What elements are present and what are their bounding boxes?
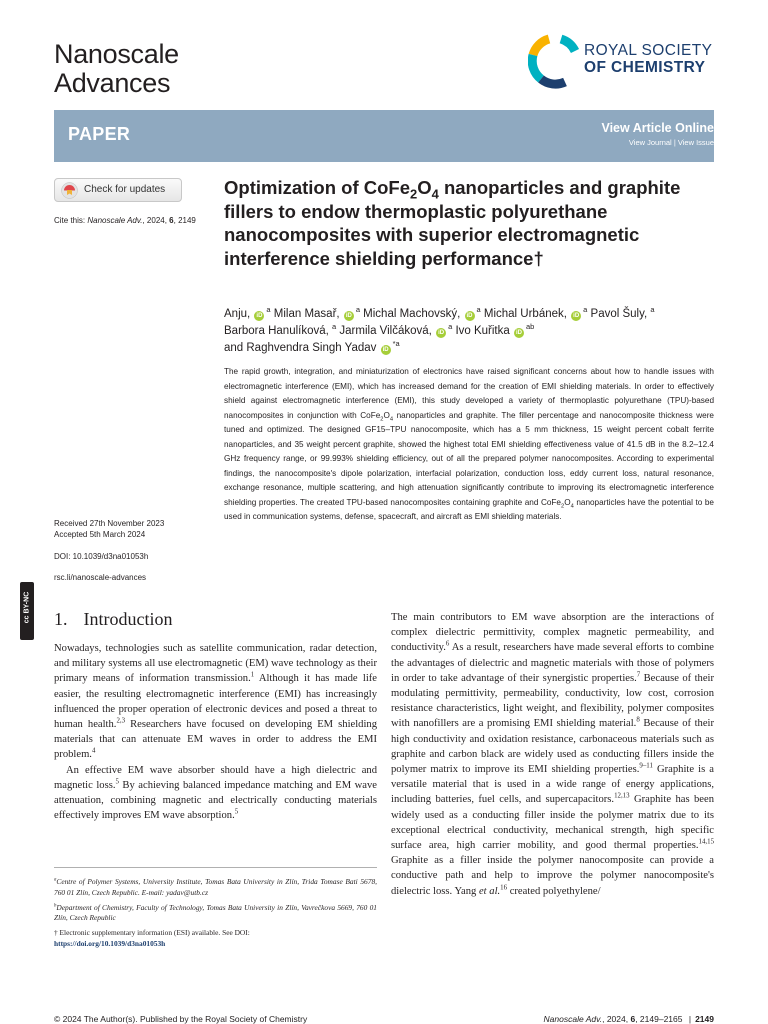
received-accepted <box>54 518 214 540</box>
article-title <box>224 176 684 270</box>
title-part1: Optimization of CoFe <box>224 177 411 198</box>
abstract-sub1a: 2 <box>380 416 384 423</box>
ref-9: 9–11 <box>639 762 653 770</box>
abstract-sub2a: 2 <box>560 503 565 510</box>
title-sub1: 2 <box>410 186 418 202</box>
abstract-mid1: O <box>383 410 390 420</box>
view-issue-link[interactable]: View Issue <box>677 138 714 147</box>
footer-citation <box>544 1014 714 1024</box>
received-date: Received 27th November 2023 <box>54 519 165 528</box>
footnote-b <box>54 903 377 925</box>
author-list <box>224 306 714 357</box>
author-affiliation: a <box>332 322 337 332</box>
footer-separator: | <box>688 1014 692 1024</box>
cite-year: , 2024, <box>142 216 170 225</box>
section-title: Introduction <box>83 609 173 629</box>
publisher-name <box>584 42 712 76</box>
abstract-sub1b: 4 <box>389 416 394 423</box>
intro-paragraph-2 <box>54 763 377 824</box>
abstract-part3: nanoparticles have the potential to be used in communication systems, defense, spacecraft, and aircraft as EMI shielding materials. <box>224 497 714 522</box>
accepted-date: Accepted 5th March 2024 <box>54 530 146 539</box>
footnote-a <box>54 877 377 899</box>
esi-link[interactable]: https://doi.org/10.1039/d3na01053h <box>54 938 166 948</box>
r-e: Graphite is a versatile material that is used in a wide range of energy applications, including batteries, fuel cells, and supercapacitors. <box>391 764 714 806</box>
author-name: Anju, <box>224 308 251 320</box>
orcid-icon[interactable]: iD <box>573 313 580 319</box>
abstract-part2: nanoparticles and graphite. The filler percentage and nanocomposite thickness were tuned and optimized. The designed GF15–TPU nanocomposite, which has a 5 mm thickness, 15 weight percent cobalt ferrite nanoparticles, and 35 weight percent graphite, showed the highest total EMI shielding effectiveness value of 41.5 dB in the 8.2–12.4 GHz frequency range, or 99.993% shielding efficiency, out of all the prepared polymer nanocomposites. According to experimental findings, the nanocomposite's dipole polarization, interfacial polarization, conduction loss, eddy current loss, natural resonance, exchange resonance, multiple scattering, and high attenuation significantly contribute to improving its electromagnetic interference shielding properties. The created TPU-based nanocomposites containing graphite and CoFe <box>224 410 714 507</box>
author-name: Jarmila Vilčáková, <box>339 325 432 337</box>
cite-pages: , 2149 <box>173 216 196 225</box>
ref-4: 5 <box>115 778 119 786</box>
footer-copyright: © 2024 The Author(s). Published by the Royal Society of Chemistry <box>54 1014 308 1024</box>
intro-right-column <box>391 610 714 899</box>
r-d: Because of their high conductivity and oxidation resistance, carbonaceous materials such as graphite and carbon black are widely used as conducting fillers inside the polymer matrix to improve its EMI shielding properties. <box>391 718 714 776</box>
check-for-updates-label: Check for updates <box>84 184 166 195</box>
p1-a: Nowadays, technologies such as satellite communication, radar detection, and military systems all use electromagnetic (EM) wave technology as their primary means of information transmission. <box>54 643 377 685</box>
author-name: Ivo Kuřitka <box>455 325 510 337</box>
view-article-online-link[interactable]: View Article Online <box>601 121 714 135</box>
footnotes <box>54 877 377 950</box>
orcid-icon[interactable]: iD <box>438 330 445 336</box>
title-dagger: † <box>533 247 544 269</box>
journal-title-line2: Advances <box>54 68 171 98</box>
orcid-icon[interactable]: iD <box>466 313 473 319</box>
author-affiliation: *a <box>392 339 400 349</box>
ref-11: 14,15 <box>698 838 714 846</box>
r-b: As a result, researchers have made several efforts to combine the advantages of dielectric and magnetic materials with those of polymers in order to take advantage of their synergistic properties. <box>391 642 714 684</box>
footnote-b-mark: b <box>54 903 57 909</box>
ref-10: 12,13 <box>614 792 630 800</box>
title-part2: nanoparticles and graphite fillers to endow thermoplastic polyurethane nanocomposites with superior electromagnetic interference shielding performance <box>224 177 681 269</box>
footer-volume: 6 <box>630 1014 636 1024</box>
abstract-mid2: O <box>564 497 571 507</box>
ref-7: 7 <box>636 671 641 679</box>
esi-text: † Electronic supplementary information (ESI) available. See DOI: <box>54 928 250 938</box>
doi[interactable]: DOI: 10.1039/d3na01053h <box>54 552 149 561</box>
intro-paragraph-1 <box>54 641 377 763</box>
journal-title-line1: Nanoscale <box>54 39 179 69</box>
check-for-updates-button[interactable] <box>54 178 182 202</box>
footnote-b-text: Department of Chemistry, Faculty of Technology, Tomas Bata University in Zlín, Vavrečkova 5669, 760 01 Zlín, Czech Republic <box>54 902 377 923</box>
footer-year: , 2024, <box>602 1014 631 1024</box>
intro-paragraph-3 <box>391 610 714 899</box>
intro-left-column <box>54 641 377 823</box>
orcid-icon[interactable]: iD <box>515 330 522 336</box>
cite-volume: 6 <box>169 216 174 225</box>
cc-license-label: cc BY-NC <box>23 591 31 624</box>
ref-2: 2,3 <box>116 717 126 725</box>
citation-info <box>54 215 204 226</box>
author-name: Pavol Šuly, <box>590 308 648 320</box>
orcid-icon[interactable]: iD <box>345 313 352 319</box>
abstract-part1: The rapid growth, integration, and miniaturization of electronics have raised significant concerns about how to handle issues with electromagnetic interference (EMI), which has increased demand for the creation of EMI shielding materials. In order to effectively shield against electromagnetic interference (EMI), this study developed a variety of thermoplastic polyurethane (TPU)-based nanocomposites in conjunction with CoFe <box>224 367 714 420</box>
ref-6: 6 <box>445 640 450 648</box>
ref-5: 5 <box>234 808 239 816</box>
p1-b: Although it has made life easier, the resulting electromagnetic interference (EMI) has increasingly influenced the proper operation of electronic devices and posed a threat to human health. <box>54 673 377 731</box>
r-f: Graphite has been widely used as a conducting filler inside the polymer matrix due to its exceptional electrical conductivity, mechanical strength, high specific surface area, high carrier mobility, and good thermal properties. <box>391 794 714 852</box>
r-h: created polyethylene/ <box>507 885 601 897</box>
footnote-a-mark: a <box>54 877 57 883</box>
publisher-name-line1: ROYAL SOCIETY <box>584 42 713 59</box>
article-type-label: PAPER <box>68 124 131 144</box>
footer-journal: Nanoscale Adv. <box>543 1014 603 1024</box>
section-heading-introduction <box>54 609 172 630</box>
orcid-icon[interactable]: iD <box>256 313 263 319</box>
crossmark-icon <box>61 182 78 199</box>
journal-title <box>54 40 179 98</box>
view-journal-link[interactable]: View Journal <box>628 138 672 147</box>
author-name: Michal Machovský, <box>363 308 461 320</box>
p1-c: Researchers have focused on developing EM shielding materials that can attenuate EM waves in order to address the EMI problem. <box>54 719 377 761</box>
p2-b: By achieving balanced impedance matching and EM wave attenuation, combining magnetic and electrically conducting materials effectively improves EM wave absorption. <box>54 779 377 822</box>
footnote-a-text: Centre of Polymer Systems, University Institute, Tomas Bata University in Zlín, Trida Tomase Bati 5678, 760 01 Zlín, Czech Republic. E-mail: yadav@utb.cz <box>54 877 377 897</box>
footer-pages: , 2149–2165 <box>635 1014 683 1024</box>
view-links-separator: | <box>673 138 676 147</box>
cite-prefix: Cite this: <box>54 216 88 225</box>
title-sub2: 4 <box>431 186 439 202</box>
author-name: Milan Masař, <box>273 308 340 320</box>
ref-1: 1 <box>250 671 255 679</box>
ref-12: 16 <box>500 884 508 892</box>
ref-8: 8 <box>636 716 640 724</box>
author-affiliation: a <box>266 305 271 315</box>
r-etal: et al. <box>478 885 501 897</box>
footnote-esi <box>54 928 377 950</box>
title-mid: O <box>417 177 432 198</box>
author-affiliation: a <box>355 305 360 315</box>
r-g: Graphite as a filler inside the polymer nanocomposite can provide a conductive path and help to improve the polymer nanocomposite's dielectric loss. Yang <box>391 855 714 897</box>
r-a: The main contributors to EM wave absorption are the interactions of complex dielectric permittivity, complex magnetic permeability, and conductivity. <box>391 612 714 654</box>
cite-journal: Nanoscale Adv. <box>87 216 143 225</box>
cc-license-badge[interactable] <box>20 582 34 640</box>
orcid-icon[interactable]: iD <box>382 347 389 353</box>
author-name: Barbora Hanulíková, <box>224 325 329 337</box>
author-name: Michal Urbánek, <box>483 308 567 320</box>
section-number: 1. <box>54 609 68 629</box>
view-links <box>629 138 714 147</box>
author-affiliation: a <box>650 305 655 315</box>
footnote-divider <box>54 867 377 868</box>
ref-3: 4 <box>91 747 96 755</box>
publisher-name-line2: OF CHEMISTRY <box>584 59 706 76</box>
p2-a: An effective EM wave absorber should have a high dielectric and magnetic loss. <box>54 764 377 791</box>
author-affiliation: a <box>476 305 481 315</box>
author-affiliation: ab <box>525 322 535 332</box>
author-name: and Raghvendra Singh Yadav <box>224 342 377 354</box>
article-type-banner <box>54 110 714 162</box>
r-c: Because of their modulating permittivity, permeability, conductivity, low cost, corrosion resistance characteristics, light weight, and flexibility, polymer composites with nanofillers are a promising EMI shielding material. <box>391 672 714 730</box>
footer-page-number: 2149 <box>695 1014 714 1024</box>
abstract-sub2b: 4 <box>570 503 574 510</box>
journal-link[interactable]: rsc.li/nanoscale-advances <box>54 573 147 582</box>
author-affiliation: a <box>583 305 588 315</box>
abstract <box>224 365 714 525</box>
author-affiliation: a <box>448 322 453 332</box>
